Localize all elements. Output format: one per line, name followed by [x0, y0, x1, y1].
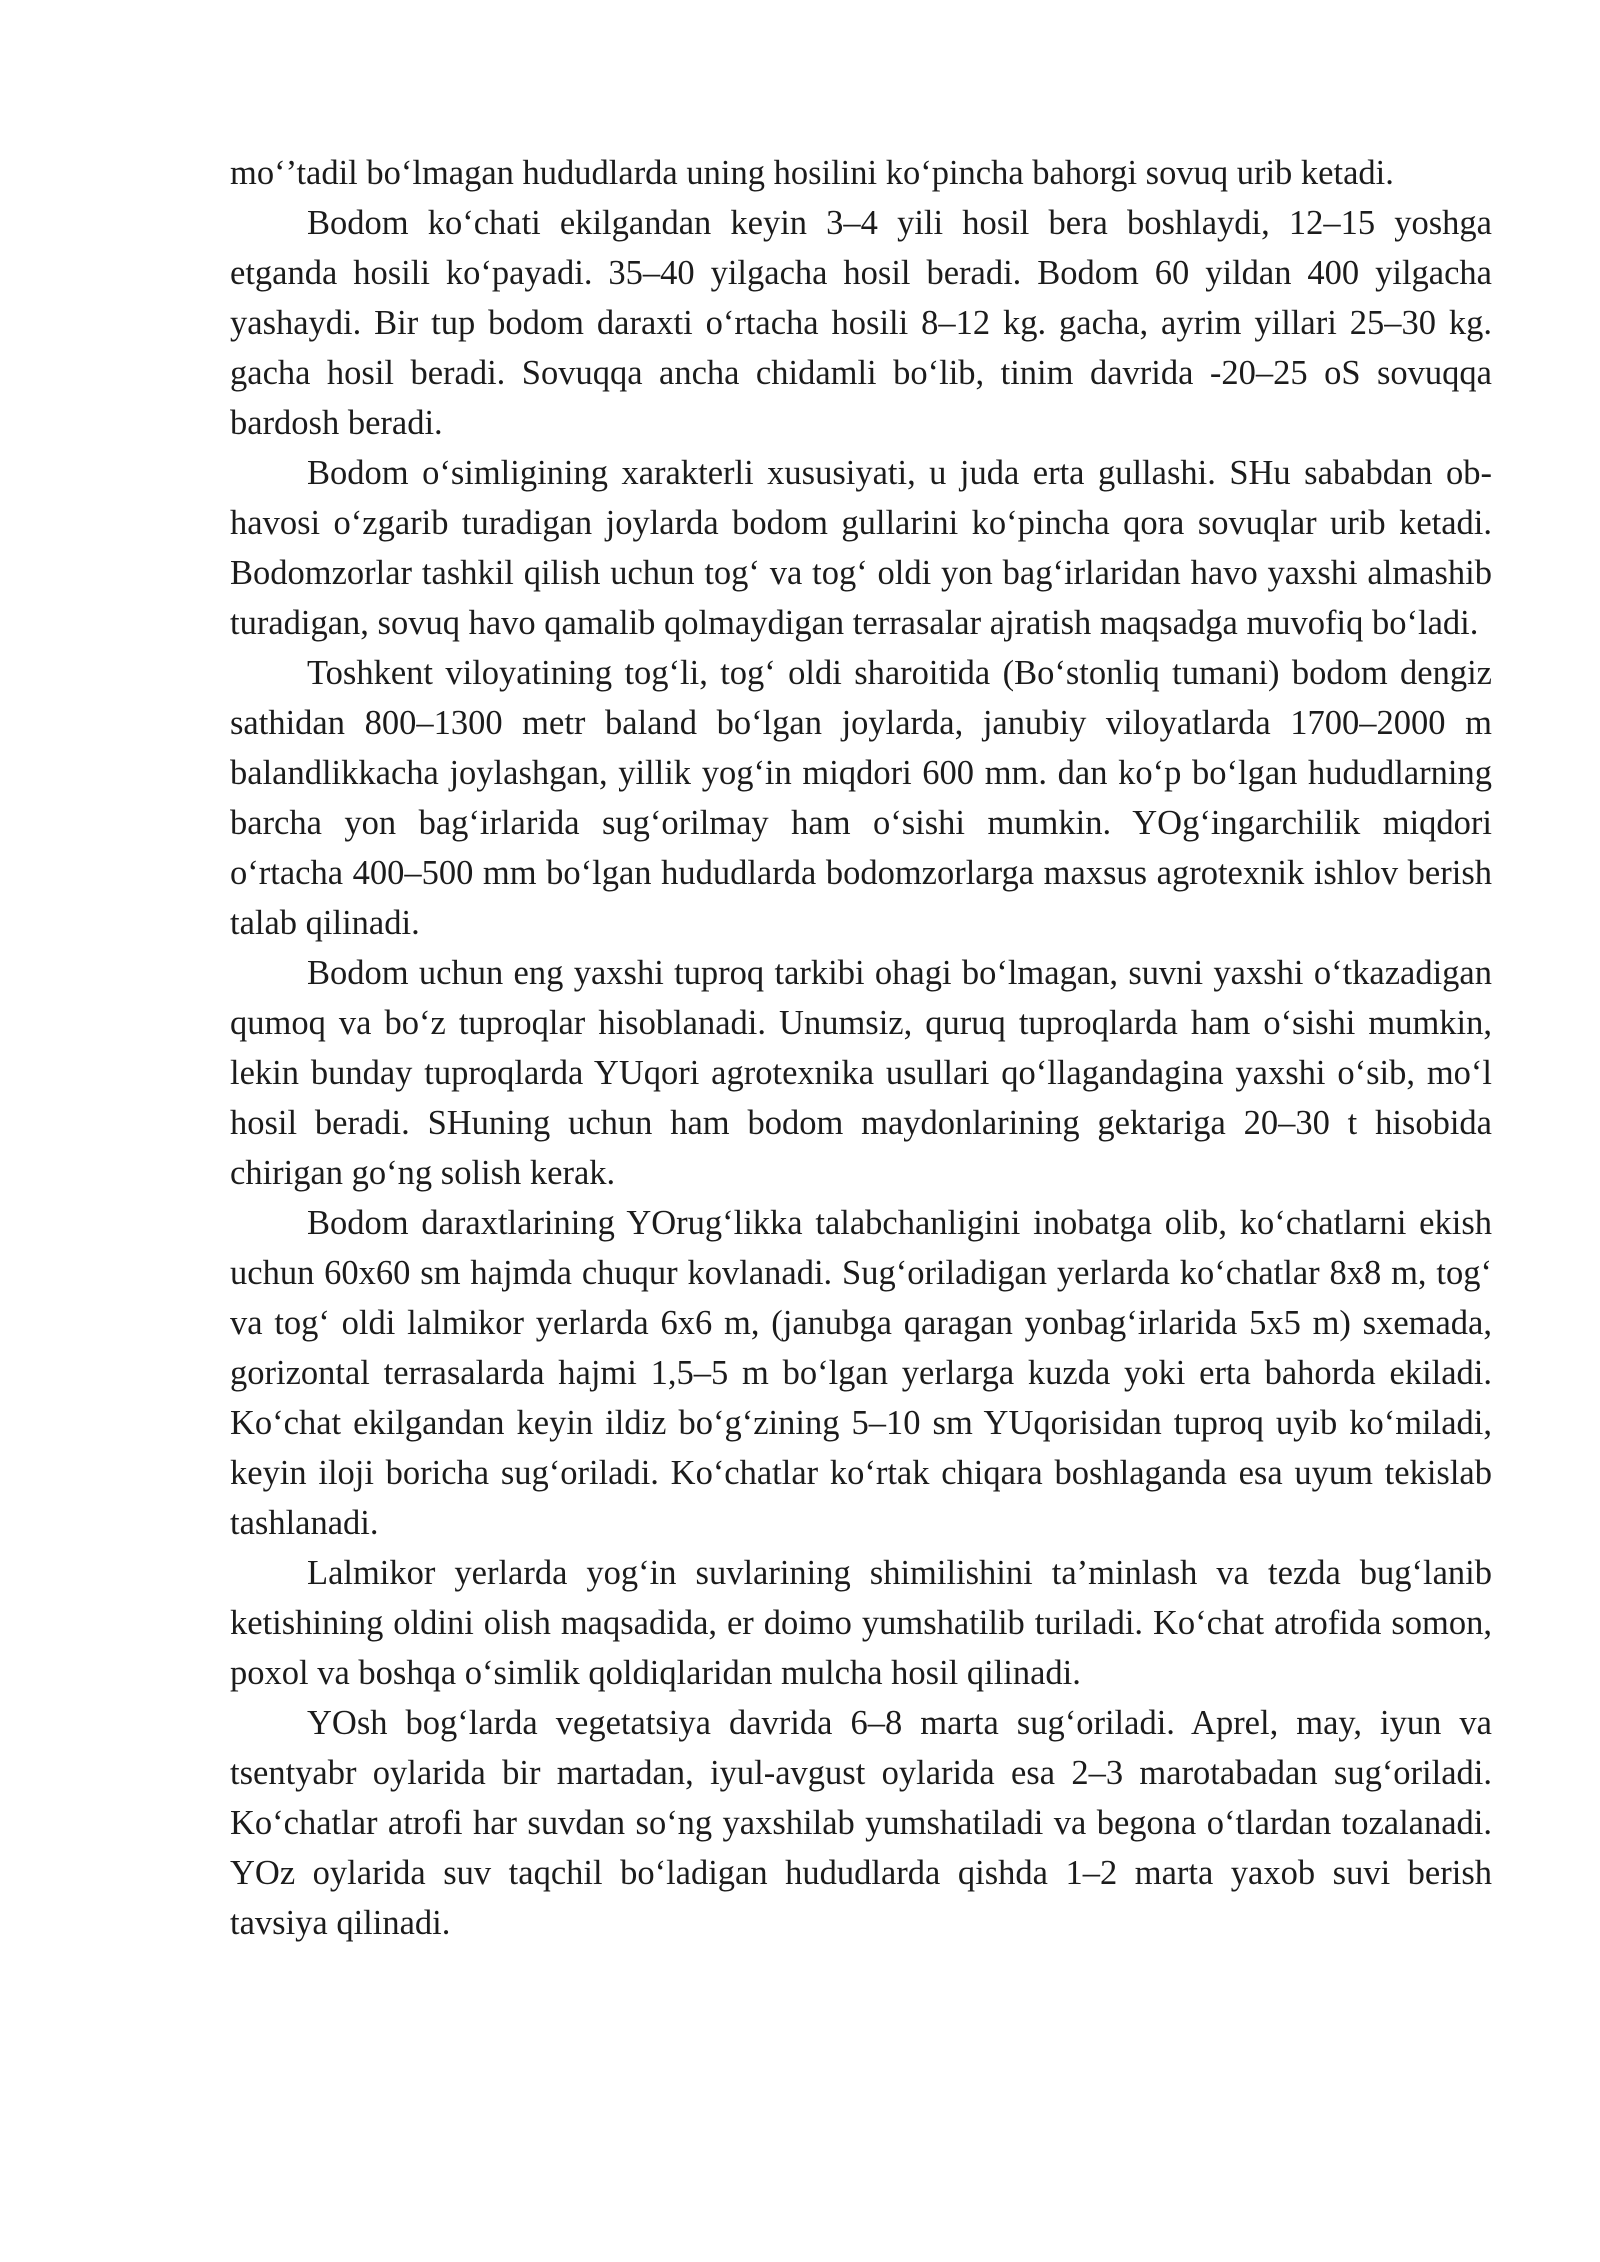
paragraph-4: Toshkent viloyatining tog‘li, tog‘ oldi sharoitida (Bo‘stonliq tumani) bodom dengiz sathidan 800–1300 metr baland bo‘lgan joylarda, janubiy viloyatlarda 1700–2000 m balandlikkacha joylashgan, yillik yog‘in miqdori 600 mm. dan ko‘p bo‘lgan hududlarning barcha yon bag‘irlarida sug‘orilmay ham o‘sishi mumkin. YOg‘ingarchilik miqdori o‘rtacha 400–500 mm bo‘lgan hududlarda bodomzorlarga maxsus agrotexnik ishlov berish talab qilinadi.: [230, 654, 1492, 942]
paragraph-7: Lalmikor yerlarda yog‘in suvlarining shimilishini ta’minlash va tezda bug‘lanib ketishining oldini olish maqsadida, er doimo yumshatilib turiladi. Ko‘chat atrofida somon, poxol va boshqa o‘simlik qoldiqlaridan mulcha hosil qilinadi.: [230, 1554, 1492, 1692]
document-page: [230, 148, 1492, 1948]
paragraph-6: Bodom daraxtlarining YOrug‘likka talabchanligini inobatga olib, ko‘chatlarni ekish uchun 60x60 sm hajmda chuqur kovlanadi. Sug‘oriladigan yerlarda ko‘chatlar 8x8 m, tog‘ va tog‘ oldi lalmikor yerlarda 6x6 m, (janubga qaragan yonbag‘irlarida 5x5 m) sxemada, gorizontal terrasalarda hajmi 1,5–5 m bo‘lgan yerlarga kuzda yoki erta bahorda ekiladi. Ko‘chat ekilgandan keyin ildiz bo‘g‘zining 5–10 sm YUqorisidan tuproq uyib ko‘miladi, keyin iloji boricha sug‘oriladi. Ko‘chatlar ko‘rtak chiqara boshlaganda esa uyum tekislab tashlanadi.: [230, 1204, 1492, 1542]
paragraph-8: YOsh bog‘larda vegetatsiya davrida 6–8 marta sug‘oriladi. Aprel, may, iyun va tsentyabr oylarida bir martadan, iyul-avgust oylarida esa 2–3 marotabadan sug‘oriladi. Ko‘chatlar atrofi har suvdan so‘ng yaxshilab yumshatiladi va begona o‘tlardan tozalanadi. YOz oylarida suv taqchil bo‘ladigan hududlarda qishda 1–2 marta yaxob suvi berish tavsiya qilinadi.: [230, 1704, 1492, 1942]
paragraph-1: mo‘’tadil bo‘lmagan hududlarda uning hosilini ko‘pincha bahorgi sovuq urib ketadi.: [230, 154, 1394, 192]
paragraph-2: Bodom ko‘chati ekilgandan keyin 3–4 yili hosil bera boshlaydi, 12–15 yoshga etganda hosili ko‘payadi. 35–40 yilgacha hosil beradi. Bodom 60 yildan 400 yilgacha yashaydi. Bir tup bodom daraxti o‘rtacha hosili 8–12 kg. gacha, ayrim yillari 25–30 kg. gacha hosil beradi. Sovuqqa ancha chidamli bo‘lib, tinim davrida -20–25 oS sovuqqa bardosh beradi.: [230, 204, 1492, 442]
paragraph-5: Bodom uchun eng yaxshi tuproq tarkibi ohagi bo‘lmagan, suvni yaxshi o‘tkazadigan qumoq va bo‘z tuproqlar hisoblanadi. Unumsiz, quruq tuproqlarda ham o‘sishi mumkin, lekin bunday tuproqlarda YUqori agrotexnika usullari qo‘llagandagina yaxshi o‘sib, mo‘l hosil beradi. SHuning uchun ham bodom maydonlarining gektariga 20–30 t hisobida chirigan go‘ng solish kerak.: [230, 954, 1492, 1192]
paragraph-3: Bodom o‘simligining xarakterli xususiyati, u juda erta gullashi. SHu sababdan ob-havosi o‘zgarib turadigan joylarda bodom gullarini ko‘pincha qora sovuqlar urib ketadi. Bodomzorlar tashkil qilish uchun tog‘ va tog‘ oldi yon bag‘irlaridan havo yaxshi almashib turadigan, sovuq havo qamalib qolmaydigan terrasalar ajratish maqsadga muvofiq bo‘ladi.: [230, 454, 1492, 642]
